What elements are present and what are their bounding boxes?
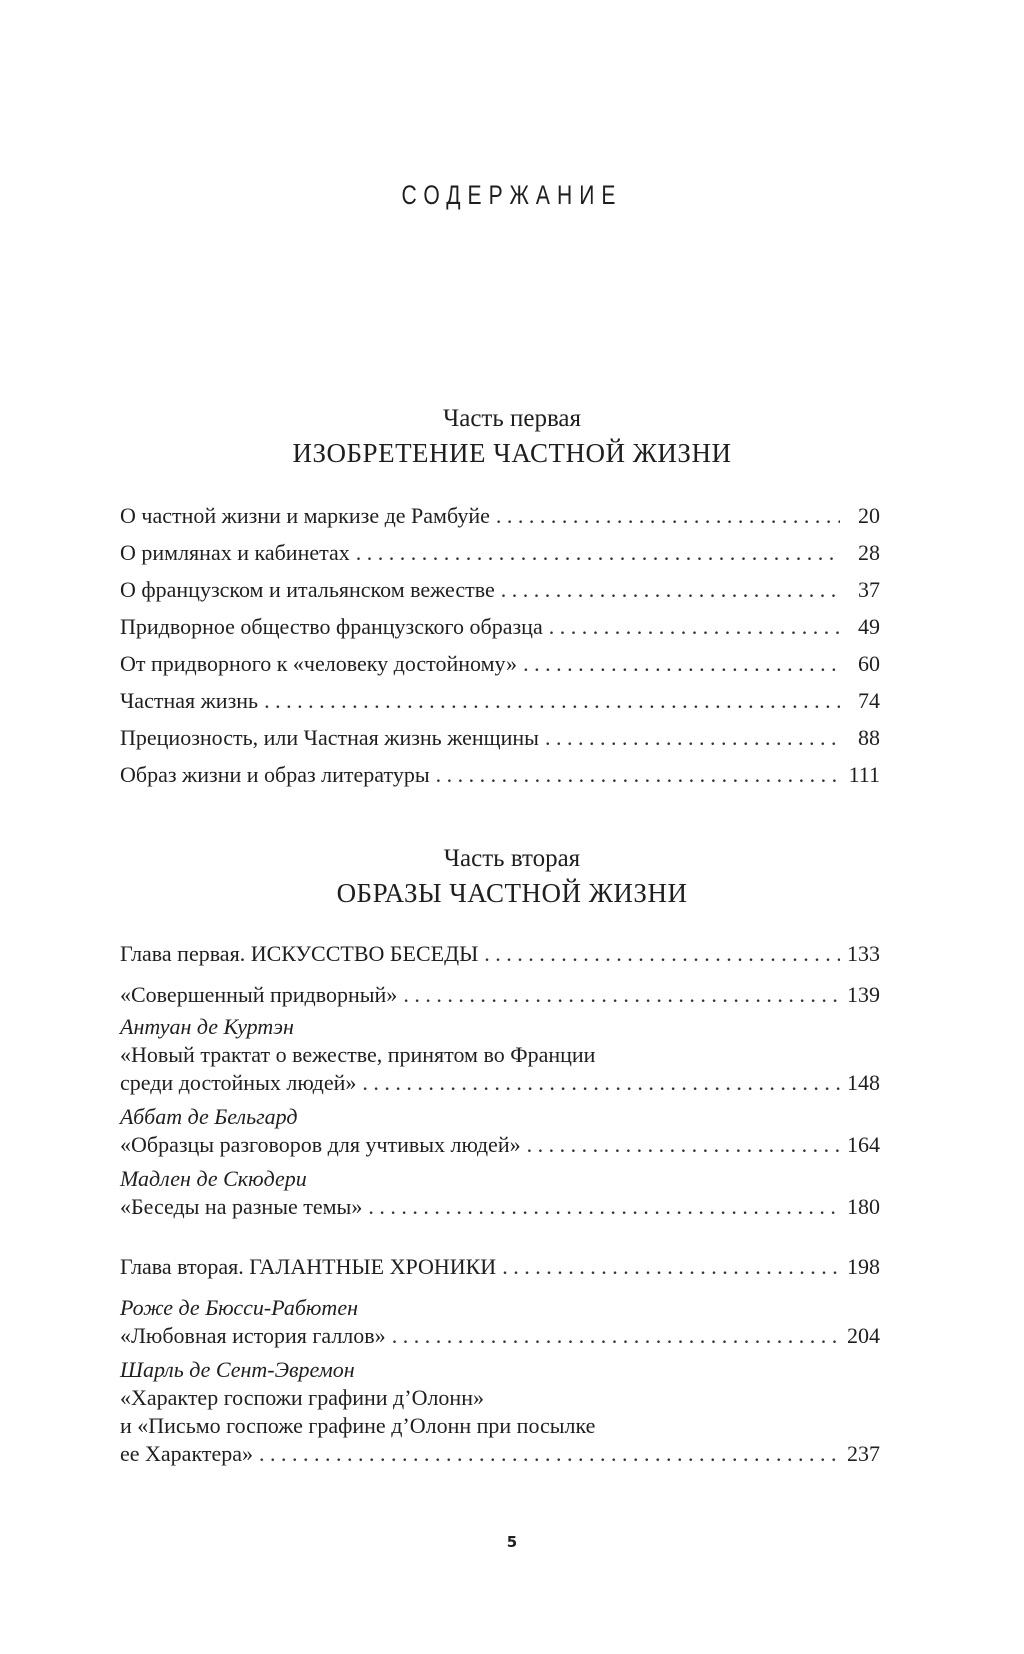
toc-entry-title: Придворное общество французского образца: [120, 614, 543, 639]
toc-entry-title: «Беседы на разные темы»: [120, 1194, 363, 1219]
toc-entry-page: 49: [858, 614, 880, 639]
toc-author: Роже де Бюсси-Рабютен: [120, 1295, 358, 1320]
toc-entry[interactable]: [120, 687, 880, 715]
part-two-heading: [0, 843, 1024, 911]
toc-entry-title: О римлянах и кабинетах: [120, 540, 350, 565]
toc-entry-title: «Совершенный придворный»: [120, 982, 398, 1007]
toc-entry-page: 74: [858, 688, 880, 713]
toc-entry[interactable]: [120, 724, 880, 752]
part-one-heading: [0, 403, 1024, 471]
toc-entry-title: Глава первая. ИСКУССТВО БЕСЕДЫ: [120, 941, 479, 966]
toc-entry[interactable]: [120, 576, 880, 604]
toc-part-one: [120, 502, 880, 789]
toc-entry-title-line: и «Письмо госпоже графине д’Олонн при посылке: [120, 1413, 596, 1438]
toc-entry-page: 180: [847, 1194, 880, 1219]
part-one-title: ИЗОБРЕТЕНИЕ ЧАСТНОЙ ЖИЗНИ: [292, 438, 732, 468]
toc-entry-title: Прециозность, или Частная жизнь женщины: [120, 725, 539, 750]
toc-entry-title: «Образцы разговоров для учтивых людей»: [120, 1132, 521, 1157]
toc-entry-title-line: «Новый трактат о вежестве, принятом во Франции: [120, 1042, 596, 1067]
toc-chapter-one[interactable]: [120, 940, 880, 968]
part-two-label: Часть вторая: [443, 845, 581, 872]
toc-entry[interactable]: [120, 1131, 880, 1159]
toc-entry-page: 204: [847, 1323, 880, 1348]
toc-entry-page: 20: [858, 503, 880, 528]
toc-entry-page: 111: [848, 762, 880, 787]
toc-part-two: [120, 940, 880, 1468]
toc-entry[interactable]: [120, 981, 880, 1009]
toc-entry-page: 237: [847, 1441, 880, 1466]
toc-entry-title: От придворного к «человеку достойному»: [120, 651, 518, 676]
toc-entry-title: ее Характера»: [120, 1441, 253, 1466]
toc-entry-page: 133: [847, 941, 880, 966]
toc-entry-title: О французском и итальянском вежестве: [120, 577, 495, 602]
toc-author: Антуан де Куртэн: [120, 1014, 294, 1039]
part-one-label: Часть первая: [442, 405, 582, 432]
page-number: 5: [506, 1533, 518, 1551]
toc-entry-page: 37: [858, 577, 880, 602]
toc-entry[interactable]: [120, 1069, 880, 1097]
toc-entry[interactable]: [120, 1322, 880, 1350]
toc-entry-page: 88: [858, 725, 880, 750]
toc-entry-title: Глава вторая. ГАЛАНТНЫЕ ХРОНИКИ: [120, 1254, 497, 1279]
toc-entry[interactable]: [120, 1440, 880, 1468]
toc-entry-page: 148: [847, 1070, 880, 1095]
toc-entry[interactable]: [120, 650, 880, 678]
toc-entry-title: «Любовная история галлов»: [120, 1323, 386, 1348]
toc-entry[interactable]: [120, 613, 880, 641]
toc-entry[interactable]: [120, 1193, 880, 1221]
toc-entry-page: 139: [847, 982, 880, 1007]
toc-author: Аббат де Бельгард: [120, 1104, 298, 1129]
toc-entry-title: среди достойных людей»: [120, 1070, 357, 1095]
toc-entry-page: 198: [847, 1254, 880, 1279]
toc-entry-title: О частной жизни и маркизе де Рамбуйе: [120, 503, 490, 528]
part-two-title: ОБРАЗЫ ЧАСТНОЙ ЖИЗНИ: [336, 878, 688, 908]
toc-entry-title-line: «Характер госпожи графини д’Олонн»: [120, 1385, 484, 1410]
toc-entry[interactable]: [120, 502, 880, 530]
toc-entry-page: 60: [858, 651, 880, 676]
toc-entry[interactable]: [120, 761, 880, 789]
toc-entry-page: 28: [858, 540, 880, 565]
page-title: СОДЕРЖАНИЕ: [401, 180, 623, 210]
toc-chapter-two[interactable]: [120, 1253, 880, 1281]
toc-entry[interactable]: [120, 539, 880, 567]
toc-entry-title: Образ жизни и образ литературы: [120, 762, 430, 787]
toc-author: Шарль де Сент-Эвремон: [120, 1357, 355, 1382]
toc-entry-page: 164: [847, 1132, 880, 1157]
toc-author: Мадлен де Скюдери: [120, 1166, 307, 1191]
toc-entry-title: Частная жизнь: [120, 688, 259, 713]
